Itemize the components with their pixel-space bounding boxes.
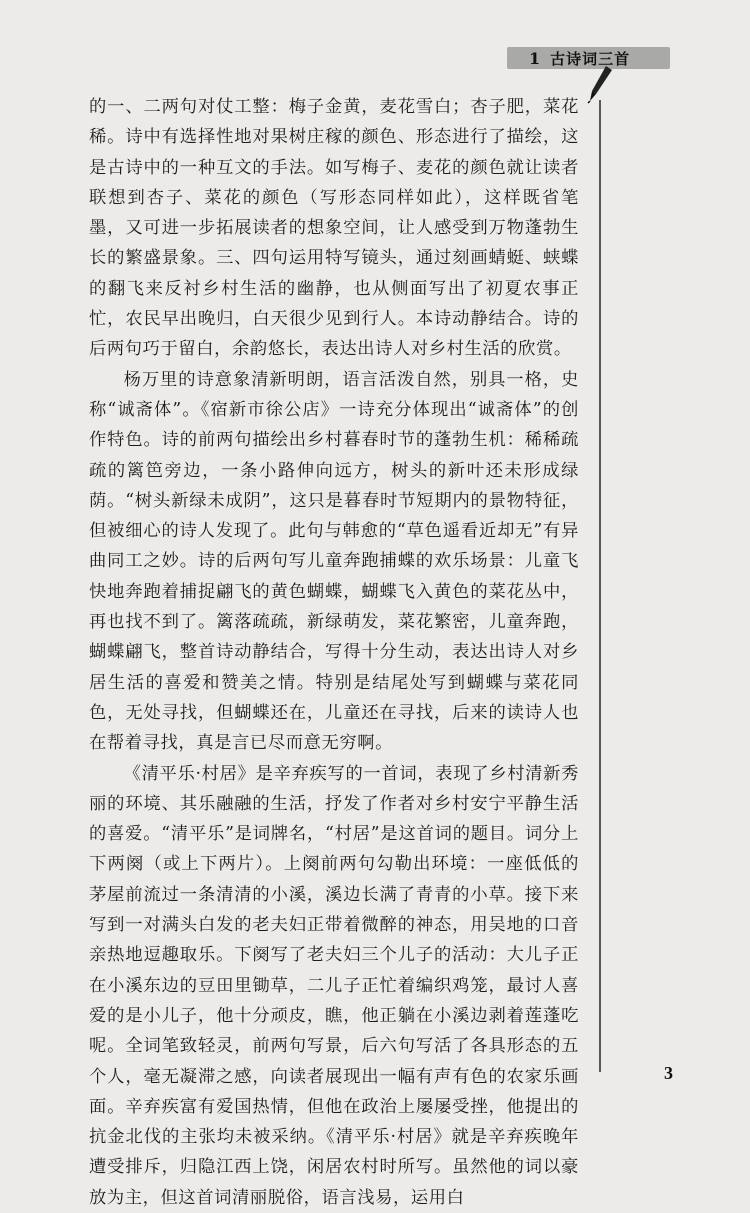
chapter-number: 1 [529, 48, 541, 68]
paragraph: 《清平乐·村居》是辛弃疾写的一首词，表现了乡村清新秀丽的环境、其乐融融的生活，抒发了作者对乡村安宁平静生活的喜爱。“清平乐”是词牌名，“村居”是这首词的题目。词分上下两阕（或上下两片）。上阕前两句勾勒出环境：一座低低的茅屋前流过一条清清的小溪，溪边长满了青青的小草。接下来写到一对满头白发的老夫妇正带着微醉的神态，用吴地的口音亲热地逗趣取乐。下阕写了老夫妇三个儿子的活动：大儿子正在小溪东边的豆田里锄草，二儿子正忙着编织鸡笼，最讨人喜爱的是小儿子，他十分顽皮，瞧，他正躺在小溪边剥着莲蓬吃呢。全词笔致轻灵，前两句写景，后六句写活了各具形态的五个人，毫无凝滞之感，向读者展现出一幅有声有色的农家乐画面。辛弃疾富有爱国热情，但他在政治上屡屡受挫，他提出的抗金北伐的主张均未被采纳。《清平乐·村居》就是辛弃疾晚年遭受排斥，归隐江西上饶，闲居农村时所写。虽然他的词以豪放为主，但这首词清丽脱俗，语言浅易，运用白 [89, 763, 579, 1208]
chapter-title: 古诗词三首 [550, 49, 631, 68]
body-text [89, 92, 579, 1213]
pen-icon [584, 64, 614, 104]
paragraph: 杨万里的诗意象清新明朗，语言活泼自然，别具一格，史称“诚斋体”。《宿新市徐公店》一诗充分体现出“诚斋体”的创作特色。诗的前两句描绘出乡村暮春时节的蓬勃生机：稀稀疏疏的篱笆旁边，一条小路伸向远方，树头的新叶还未形成绿荫。“树头新绿未成阴”，这只是暮春时节短期内的景物特征，但被细心的诗人发现了。此句与韩愈的“草色遥看近却无”有异曲同工之妙。诗的后两句写儿童奔跑捕蝶的欢乐场景：儿童飞快地奔跑着捕捉翩飞的黄色蝴蝶，蝴蝶飞入黄色的菜花丛中，再也找不到了。篱落疏疏，新绿萌发，菜花繁密，儿童奔跑，蝴蝶翩飞，整首诗动静结合，写得十分生动，表达出诗人对乡居生活的喜爱和赞美之情。特别是结尾处写到蝴蝶与菜花同色，无处寻找，但蝴蝶还在，儿童还在寻找，后来的读诗人也在帮着寻找，真是言已尽而意无穷啊。 [89, 369, 579, 754]
page-number: 3 [664, 1063, 673, 1083]
margin-rule [599, 100, 601, 1072]
paragraph: 的一、二两句对仗工整：梅子金黄，麦花雪白；杏子肥，菜花稀。诗中有选择性地对果树庄稼的颜色、形态进行了描绘，这是古诗中的一种互文的手法。如写梅子、麦花的颜色就让读者联想到杏子、菜花的颜色（写形态同样如此），这样既省笔墨，又可进一步拓展读者的想象空间，让人感受到万物蓬勃生长的繁盛景象。三、四句运用特写镜头，通过刻画蜻蜓、蛱蝶的翻飞来反衬乡村生活的幽静，也从侧面写出了初夏农事正忙，农民早出晚归，白天很少见到行人。本诗动静结合。诗的后两句巧于留白，余韵悠长，表达出诗人对乡村生活的欣赏。 [89, 97, 579, 360]
